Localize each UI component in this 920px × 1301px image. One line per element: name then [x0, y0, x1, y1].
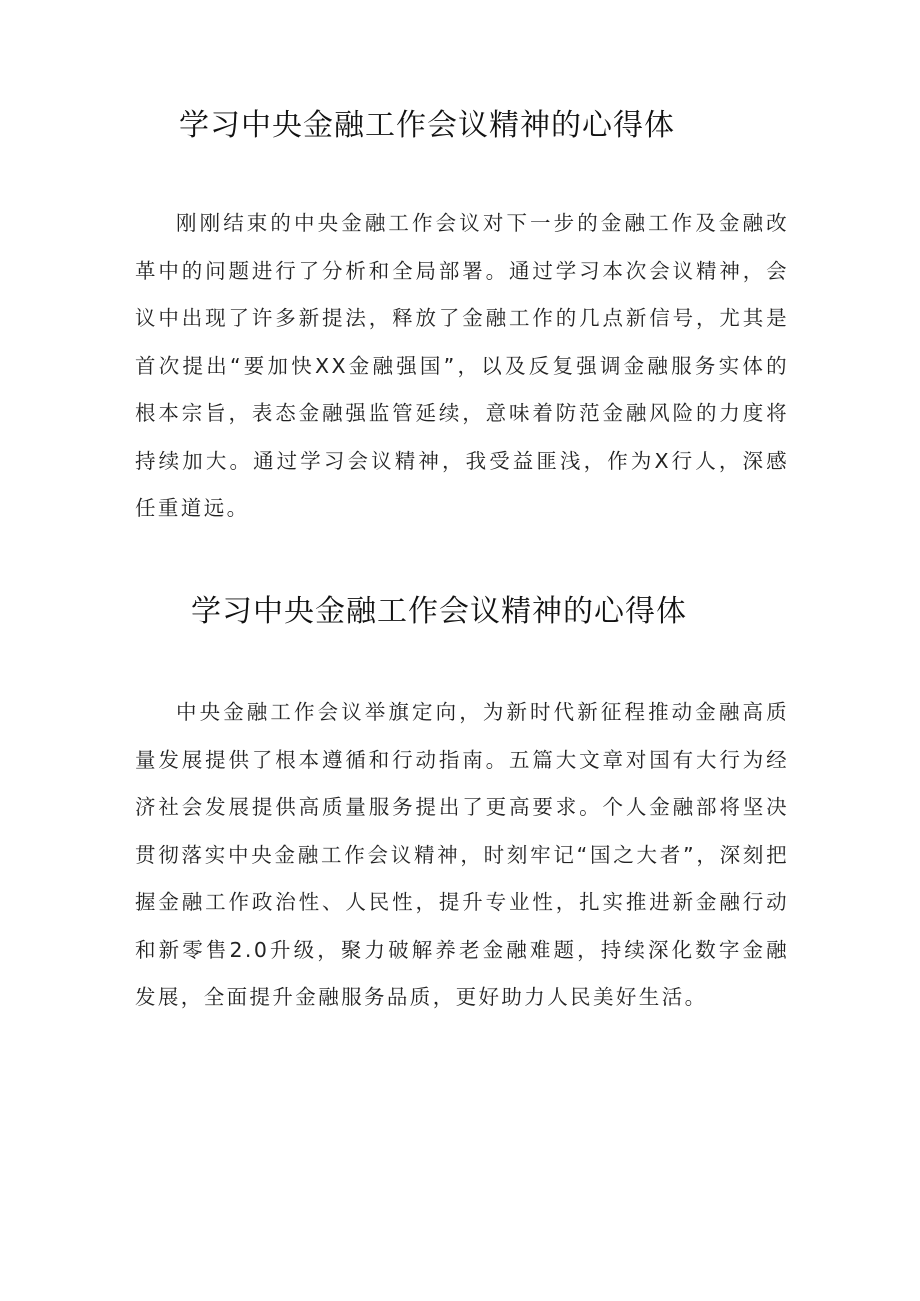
section-1-title: 学习中央金融工作会议精神的心得体 — [179, 108, 675, 143]
section-2-title: 学习中央金融工作会议精神的心得体 — [191, 594, 687, 629]
section-1-body: 刚刚结束的中央金融工作会议对下一步的金融工作及金融改革中的问题进行了分析和全局部署。通过学习本次会议精神，会议中出现了许多新提法，释放了金融工作的几点新信号，尤其是首次提出“要加快XX金融强国”，以及反复强调金融服务实体的根本宗旨，表态金融强监管延续，意味着防范金融风险的力度将持续加大。通过学习会议精神，我受益匪浅，作为X行人，深感任重道远。 — [135, 211, 789, 520]
article-section-2 — [135, 588, 789, 1022]
section-2-body: 中央金融工作会议举旗定向，为新时代新征程推动金融高质量发展提供了根本遵循和行动指南。五篇大文章对国有大行为经济社会发展提供高质量服务提出了更高要求。个人金融部将坚决贯彻落实中央金融工作会议精神，时刻牢记“国之大者”，深刻把握金融工作政治性、人民性，提升专业性，扎实推进新金融行动和新零售2.0升级，聚力破解养老金融难题，持续深化数字金融发展，全面提升金融服务品质，更好助力人民美好生活。 — [135, 700, 789, 1009]
article-section-1 — [135, 102, 789, 533]
